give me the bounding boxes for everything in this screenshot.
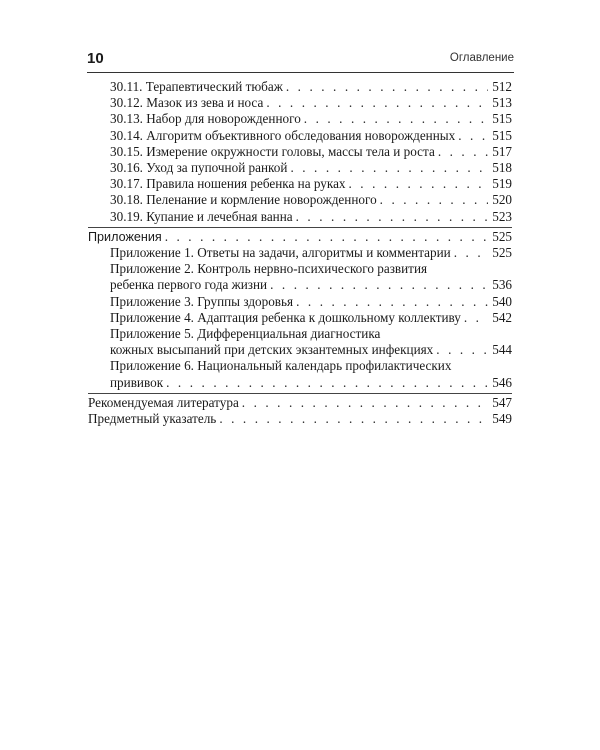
running-title: Оглавление (449, 52, 514, 64)
page-header (87, 48, 514, 73)
toc-entry-page: 513 (492, 95, 512, 111)
toc-entry-title: Приложения (88, 229, 162, 244)
leader-dots (438, 144, 488, 160)
table-of-contents (88, 79, 512, 427)
toc-entry-page: 546 (492, 374, 512, 390)
toc-entry-index[interactable] (88, 411, 512, 427)
toc-entry-title-line-2: ребенка первого года жизни (110, 277, 268, 293)
toc-entry-literature[interactable] (88, 395, 512, 411)
section-divider (88, 393, 512, 394)
leader-dots (290, 160, 488, 176)
leader-dots (296, 294, 488, 310)
toc-entry-page: 536 (492, 277, 512, 293)
leader-dots (242, 395, 488, 411)
leader-dots (270, 277, 488, 293)
leader-dots (454, 245, 488, 261)
leader-dots (380, 192, 489, 208)
toc-entry-appendix-4[interactable] (88, 310, 512, 326)
leader-dots (165, 229, 489, 245)
leader-dots (436, 342, 488, 358)
toc-entry-page: 520 (492, 192, 512, 208)
leader-dots (286, 79, 488, 95)
toc-entry-page: 515 (492, 127, 512, 143)
toc-entry-30-17[interactable] (88, 176, 512, 192)
toc-entry-title: 30.17. Правила ношения ребенка на руках (110, 176, 346, 192)
page-number: 10 (87, 50, 104, 67)
toc-entry-title: 30.14. Алгоритм объективного обследования новорожденных (110, 127, 456, 143)
toc-entry-appendix-2[interactable] (88, 261, 512, 293)
toc-entry-title: 30.15. Измерение окружности головы, массы тела и роста (110, 143, 435, 159)
toc-entry-page: 525 (492, 245, 512, 261)
toc-entry-30-19[interactable] (88, 209, 512, 225)
toc-entry-30-18[interactable] (88, 192, 512, 208)
toc-entry-page: 542 (492, 309, 512, 325)
toc-entry-page: 512 (492, 79, 512, 94)
toc-entry-title: Рекомендуемая литература (88, 394, 239, 410)
toc-entry-title: Предметный указатель (88, 411, 217, 427)
toc-entry-appendix-6[interactable] (88, 358, 512, 390)
toc-entry-page: 547 (492, 394, 512, 410)
toc-entry-title: 30.11. Терапевтический тюбаж (110, 79, 283, 94)
toc-entry-page: 523 (492, 208, 512, 224)
toc-entry-30-13[interactable] (88, 111, 512, 127)
toc-entry-page: 525 (492, 228, 512, 244)
leader-dots (304, 111, 488, 127)
toc-entry-title-line-1: Приложение 2. Контроль нервно-психического развития (110, 261, 428, 277)
leader-dots (296, 209, 489, 225)
toc-entry-appendix-5[interactable] (88, 326, 512, 358)
toc-entry-page: 515 (492, 111, 512, 127)
toc-entry-title: Приложение 3. Группы здоровья (110, 293, 294, 309)
toc-entry-title: 30.16. Уход за пупочной ранкой (110, 160, 288, 176)
toc-entry-title: Приложение 1. Ответы на задачи, алгоритмы и комментарии (110, 245, 451, 261)
section-divider (88, 227, 512, 228)
toc-entry-appendices[interactable] (88, 229, 512, 245)
toc-entry-title-line-1: Приложение 6. Национальный календарь профилактических (110, 358, 452, 374)
toc-entry-appendix-3[interactable] (88, 294, 512, 310)
toc-entry-30-15[interactable] (88, 144, 512, 160)
leader-dots (464, 310, 488, 326)
leader-dots (266, 95, 488, 111)
toc-entry-title-line-2: прививок (110, 374, 164, 390)
leader-dots (349, 176, 489, 192)
toc-entry-page: 519 (492, 176, 512, 192)
toc-entry-page: 518 (492, 160, 512, 176)
toc-entry-30-11[interactable] (88, 79, 512, 95)
toc-entry-page: 517 (492, 143, 512, 159)
toc-entry-30-12[interactable] (88, 95, 512, 111)
toc-entry-30-16[interactable] (88, 160, 512, 176)
leader-dots (219, 411, 488, 427)
toc-entry-page: 540 (492, 293, 512, 309)
toc-entry-title-line-1: Приложение 5. Дифференциальная диагностика (110, 326, 381, 342)
toc-entry-title-line-2: кожных высыпаний при детских экзантемных инфекциях (110, 342, 434, 358)
toc-entry-page: 549 (492, 411, 512, 427)
toc-entry-page: 544 (492, 342, 512, 358)
toc-entry-title: 30.18. Пеленание и кормление новорожденного (110, 192, 377, 208)
toc-entry-30-14[interactable] (88, 128, 512, 144)
toc-entry-appendix-1[interactable] (88, 245, 512, 261)
toc-entry-title: 30.12. Мазок из зева и носа (110, 95, 264, 111)
leader-dots (458, 128, 488, 144)
toc-entry-title: 30.19. Купание и лечебная ванна (110, 208, 293, 224)
toc-entry-title: Приложение 4. Адаптация ребенка к дошкольному коллективу (110, 309, 461, 325)
leader-dots (166, 375, 488, 391)
toc-entry-title: 30.13. Набор для новорожденного (110, 111, 301, 127)
